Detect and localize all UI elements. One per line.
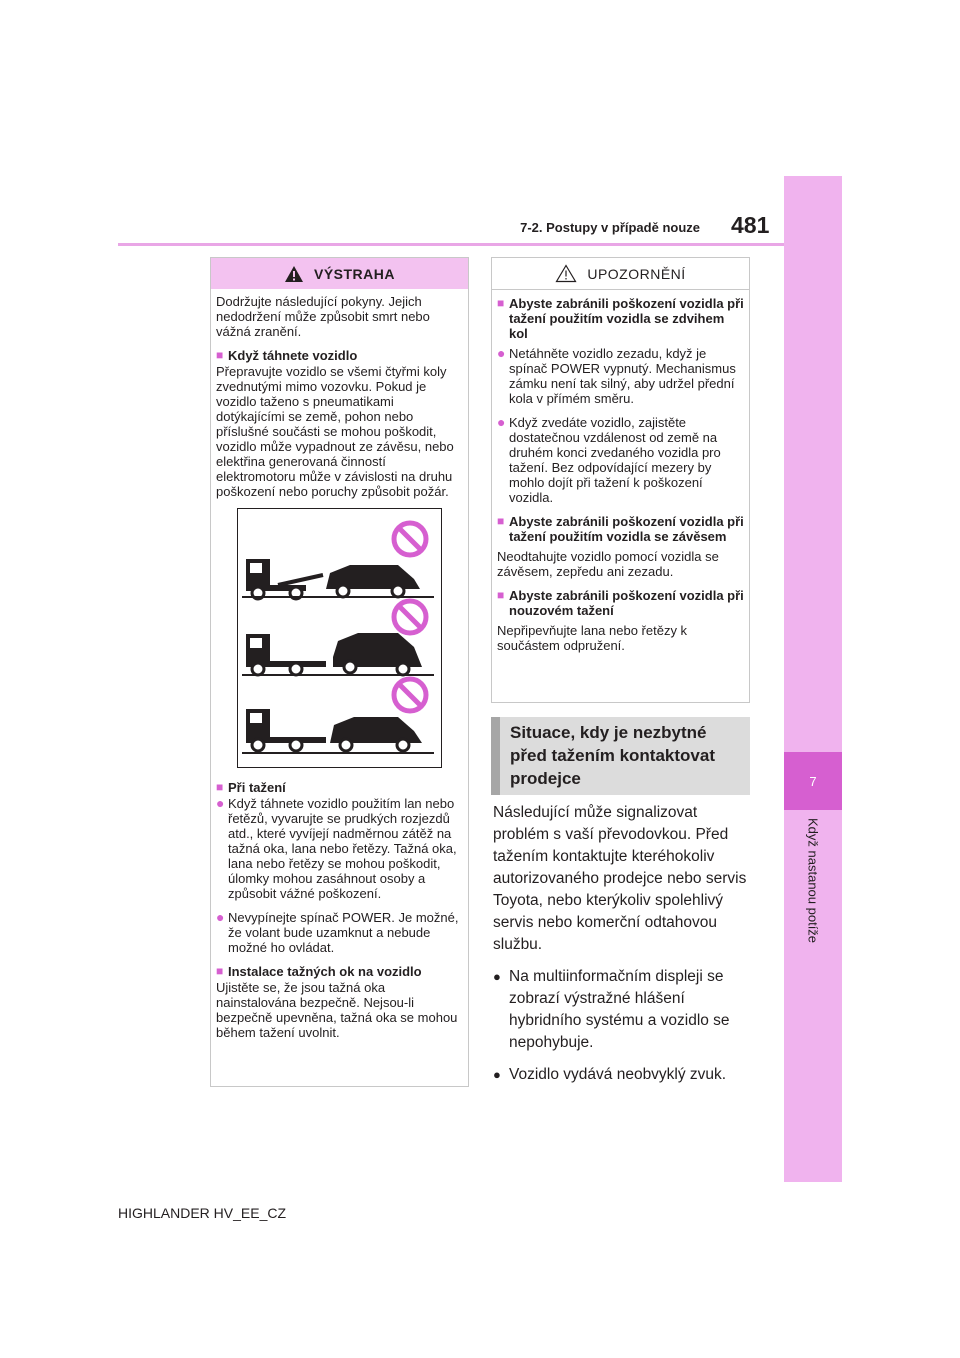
warning-heading-during-towing: ■ Při tažení bbox=[216, 780, 286, 795]
caution-heading-wheel-lift: ■ Abyste zabránili poškození vozidla při tažení použitím vozidla se zdvihem kol bbox=[497, 296, 744, 341]
tow-scene-1 bbox=[242, 523, 434, 599]
warning-header bbox=[211, 258, 468, 289]
chapter-title-vertical bbox=[784, 810, 842, 1070]
square-bullet-icon: ■ bbox=[216, 780, 224, 794]
footer-model-code: HIGHLANDER HV_EE_CZ bbox=[118, 1205, 287, 1221]
warning-triangle-icon bbox=[284, 265, 304, 283]
circle-bullet-icon: ● bbox=[497, 414, 506, 430]
warning-tow-eyes-text: Ujistěte se, že jsou tažná oka nainstalována bezpečně. Nejsou-li bezpečně upevněna, tažná oka se mohou během tažení uvolnit. bbox=[216, 980, 458, 1040]
list-item: ● Když zvedáte vozidlo, zajistěte dostatečnou vzdálenost od země na druhém konci zvedaného vozidla pro tažení. Bez odpovídající mezery by mohlo dojít při tažení k poškození vozidla. bbox=[497, 414, 721, 505]
heading-line: Situace, kdy je nezbytné bbox=[510, 723, 707, 742]
circle-bullet-icon: ● bbox=[216, 909, 225, 925]
circle-bullet-icon: ● bbox=[216, 795, 225, 811]
dealer-section-body bbox=[493, 802, 751, 1096]
caution-title: UPOZORNĚNÍ bbox=[587, 265, 686, 282]
caution-triangle-icon bbox=[555, 264, 577, 283]
chapter-number: 7 bbox=[784, 752, 842, 810]
chapter-title: Když nastanou potíže bbox=[805, 818, 821, 944]
caution-header bbox=[492, 258, 749, 290]
list-item: ● Když táhnete vozidlo použitím lan nebo řetězů, vyvarujte se prudkých rozjezdů atd., které vyvíjejí nadměrnou zátěž na tažná oka, lana nebo řetězy. Tažná oka, lana nebo řetězy se mohou poškodit, úlomky mohou zasáhnout osoby a způsobit vážné poškození. bbox=[216, 795, 457, 901]
towing-prohibited-illustration bbox=[237, 508, 442, 768]
circle-bullet-icon: ● bbox=[493, 969, 501, 984]
dealer-intro: Následující může signalizovat problém s vaší převodovkou. Před tažením kontaktujte kteréhokoliv autorizovaného prodejce nebo servis Toyota, nebo kterýkoliv spolehlivý servis nebo komerční odtahovou službu. bbox=[493, 804, 747, 953]
heading-line: před tažením kontaktovat bbox=[510, 746, 715, 765]
list-item: ● Na multiinformačním displeji se zobrazí výstražné hlášení hybridního systému a vozidlo se nepohybuje. bbox=[493, 966, 751, 1054]
square-bullet-icon: ■ bbox=[497, 296, 505, 310]
tow-scene-2 bbox=[242, 601, 434, 675]
caution-box bbox=[491, 257, 750, 703]
square-bullet-icon: ■ bbox=[497, 588, 505, 602]
dealer-section-heading bbox=[491, 717, 750, 795]
warning-towing-text: Přepravujte vozidlo se všemi čtyřmi koly zvednutými mimo vozovku. Pokud je vozidlo taženo s pneumatikami dotýkajícími se země, pohon nebo příslušné součásti se mohou poškodit, vozidlo může vypadnout ze závěsu, nebo elektřina generovaná činností elektromotoru může v závislosti na druhu poškození nebo poruchy způsobit požár. bbox=[216, 364, 454, 499]
caution-emergency-text: Nepřipevňujte lana nebo řetězy k součástem odpružení. bbox=[497, 623, 688, 653]
warning-title: VÝSTRAHA bbox=[313, 265, 395, 282]
list-item: ● Netáhněte vozidlo zezadu, když je spínač POWER vypnutý. Mechanismus zámku není tak silný, aby udržel přední kola v přímém směru. bbox=[497, 345, 736, 406]
caution-heading-emergency: ■ Abyste zabránili poškození vozidla při nouzovém tažení bbox=[497, 588, 744, 618]
tow-scene-3 bbox=[242, 679, 434, 753]
warning-heading-tow-eyes: ■ Instalace tažných ok na vozidlo bbox=[216, 964, 422, 979]
warning-heading-towing-vehicle: ■ Když táhnete vozidlo bbox=[216, 348, 358, 363]
warning-box bbox=[210, 257, 469, 1087]
square-bullet-icon: ■ bbox=[497, 514, 505, 528]
page-number: 481 bbox=[731, 212, 770, 238]
square-bullet-icon: ■ bbox=[216, 348, 224, 362]
list-item: ● Vozidlo vydává neobvyklý zvuk. bbox=[493, 1064, 751, 1086]
heading-line: prodejce bbox=[510, 769, 581, 788]
warning-intro: Dodržujte následující pokyny. Jejich nedodržení může způsobit smrt nebo vážná zranění. bbox=[216, 294, 430, 339]
caution-sling-text: Neodtahujte vozidlo pomocí vozidla se závěsem, zepředu ani zezadu. bbox=[497, 549, 719, 579]
header-rule bbox=[118, 243, 784, 246]
list-item: ● Nevypínejte spínač POWER. Je možné, že volant bude uzamknut a nebude možné ho ovládat. bbox=[216, 909, 459, 955]
square-bullet-icon: ■ bbox=[216, 964, 224, 978]
circle-bullet-icon: ● bbox=[493, 1067, 501, 1082]
circle-bullet-icon: ● bbox=[497, 345, 506, 361]
section-title: 7-2. Postupy v případě nouze bbox=[520, 220, 700, 235]
caution-heading-sling: ■ Abyste zabránili poškození vozidla při tažení použitím vozidla se závěsem bbox=[497, 514, 744, 544]
